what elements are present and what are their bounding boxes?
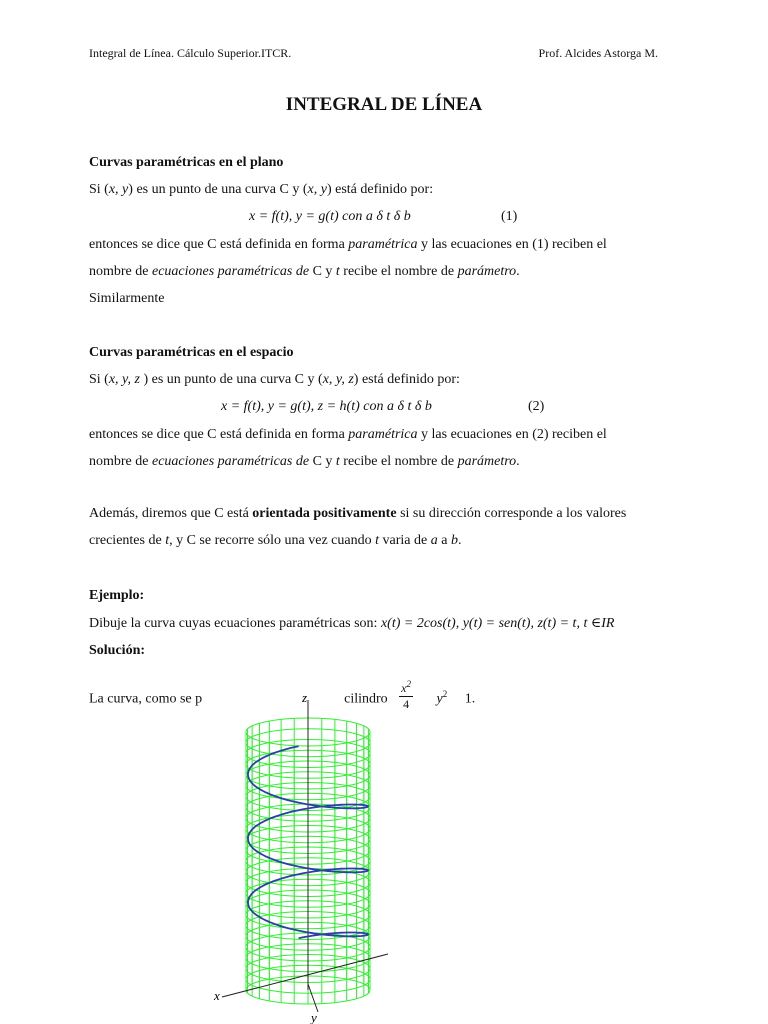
- text: C y: [309, 454, 336, 469]
- text-italic: parámetro: [457, 264, 517, 279]
- text: ) está definido por:: [353, 372, 460, 387]
- equation-number-2: (2): [528, 399, 545, 414]
- text-italic: a: [430, 533, 438, 548]
- text: nombre de: [89, 264, 152, 279]
- equation-1: x = f(t), y = g(t) con a δ t δ b: [249, 209, 411, 224]
- axis-label-y: y: [311, 1010, 317, 1024]
- text: 1: [464, 691, 472, 707]
- text-bold: orientada positivamente: [252, 506, 397, 521]
- text: a: [437, 533, 451, 548]
- text: cilindro: [344, 691, 388, 707]
- text: entonces se dice que C está definida en forma: [89, 427, 349, 442]
- text: Si (: [89, 182, 109, 197]
- example-statement: [89, 615, 689, 632]
- text: 2: [442, 689, 448, 700]
- text: varia de: [379, 533, 431, 548]
- text: crecientes de: [89, 533, 166, 548]
- equation-number-1: (1): [501, 209, 518, 224]
- fraction-numerator: [399, 679, 413, 697]
- orientation-line1: [89, 506, 689, 522]
- text-italic: x, y: [307, 182, 327, 197]
- text: C y: [309, 264, 336, 279]
- sec2-para-line1: [89, 427, 689, 443]
- text: entonces se dice que C está definida en forma: [89, 237, 349, 252]
- text: si su dirección corresponde a los valores: [396, 506, 627, 521]
- text: .: [516, 264, 520, 279]
- similarly-text: Similarmente: [89, 291, 165, 306]
- text: Si (: [89, 372, 109, 387]
- section-heading-space: Curvas paramétricas en el espacio: [89, 345, 294, 360]
- sec2-intro: [89, 372, 689, 388]
- section-heading-plane: Curvas paramétricas en el plano: [89, 155, 284, 170]
- text: .: [457, 533, 462, 548]
- y-axis: [308, 984, 318, 1012]
- text: Dibuje la curva cuyas ecuaciones paramétricas son:: [89, 616, 381, 631]
- text-italic: paramétrica: [348, 237, 418, 252]
- axis-label-x: x: [214, 988, 220, 1003]
- text: ) es un punto de una curva C y (: [128, 182, 308, 197]
- text: y C se recorre sólo una vez cuando: [172, 533, 376, 548]
- sec1-para-line1: [89, 237, 689, 253]
- example-equations: x(t) = 2cos(t), y(t) = sen(t), z(t) = t, t ∈IR: [380, 616, 615, 631]
- text: nombre de: [89, 454, 152, 469]
- text-italic: b: [450, 533, 458, 548]
- text: La curva, como se p: [89, 691, 203, 707]
- text: recibe el nombre de: [339, 454, 458, 469]
- text: .: [471, 691, 476, 707]
- solution-heading: Solución:: [89, 643, 146, 658]
- text: Además, diremos que C está: [89, 506, 253, 521]
- text-italic: x, y: [108, 182, 129, 197]
- helix-cylinder-figure: [200, 690, 400, 1024]
- text-italic: paramétrica: [348, 427, 418, 442]
- header-author: Prof. Alcides Astorga M.: [538, 46, 658, 60]
- fraction-x2-over-4: [399, 679, 413, 712]
- page-title: INTEGRAL DE LÍNEA: [285, 94, 483, 115]
- text: .: [516, 454, 520, 469]
- text-italic: ecuaciones paramétricas de: [151, 264, 310, 279]
- text-italic: t,: [165, 533, 173, 548]
- text-italic: t: [335, 264, 340, 279]
- text: y las ecuaciones en (1) reciben el: [417, 237, 607, 252]
- sec1-intro: [89, 182, 689, 198]
- text-italic: x, y, z: [108, 372, 140, 387]
- sec2-para-line2: [89, 454, 689, 470]
- text-italic: ecuaciones paramétricas de: [151, 454, 310, 469]
- example-heading: Ejemplo:: [89, 588, 145, 603]
- text: ) está definido por:: [326, 182, 434, 197]
- text-italic: y: [436, 691, 443, 707]
- text: y las ecuaciones en (2) reciben el: [417, 427, 607, 442]
- axis-label-z: z: [302, 690, 308, 705]
- text-italic: x, y, z: [322, 372, 354, 387]
- text: ) es un punto de una curva C y (: [139, 372, 323, 387]
- fraction-denominator: 4: [403, 697, 410, 711]
- text-italic: parámetro: [457, 454, 517, 469]
- text: recibe el nombre de: [339, 264, 458, 279]
- orientation-line2: [89, 533, 689, 549]
- text-italic: t: [375, 533, 380, 548]
- text: 2: [406, 679, 411, 689]
- sec1-para-line2: [89, 264, 689, 280]
- header-course: Integral de Línea. Cálculo Superior.ITCR.: [89, 46, 292, 60]
- equation-2: x = f(t), y = g(t), z = h(t) con a δ t δ b: [221, 399, 432, 414]
- text-italic: t: [335, 454, 340, 469]
- text: x: [401, 681, 407, 695]
